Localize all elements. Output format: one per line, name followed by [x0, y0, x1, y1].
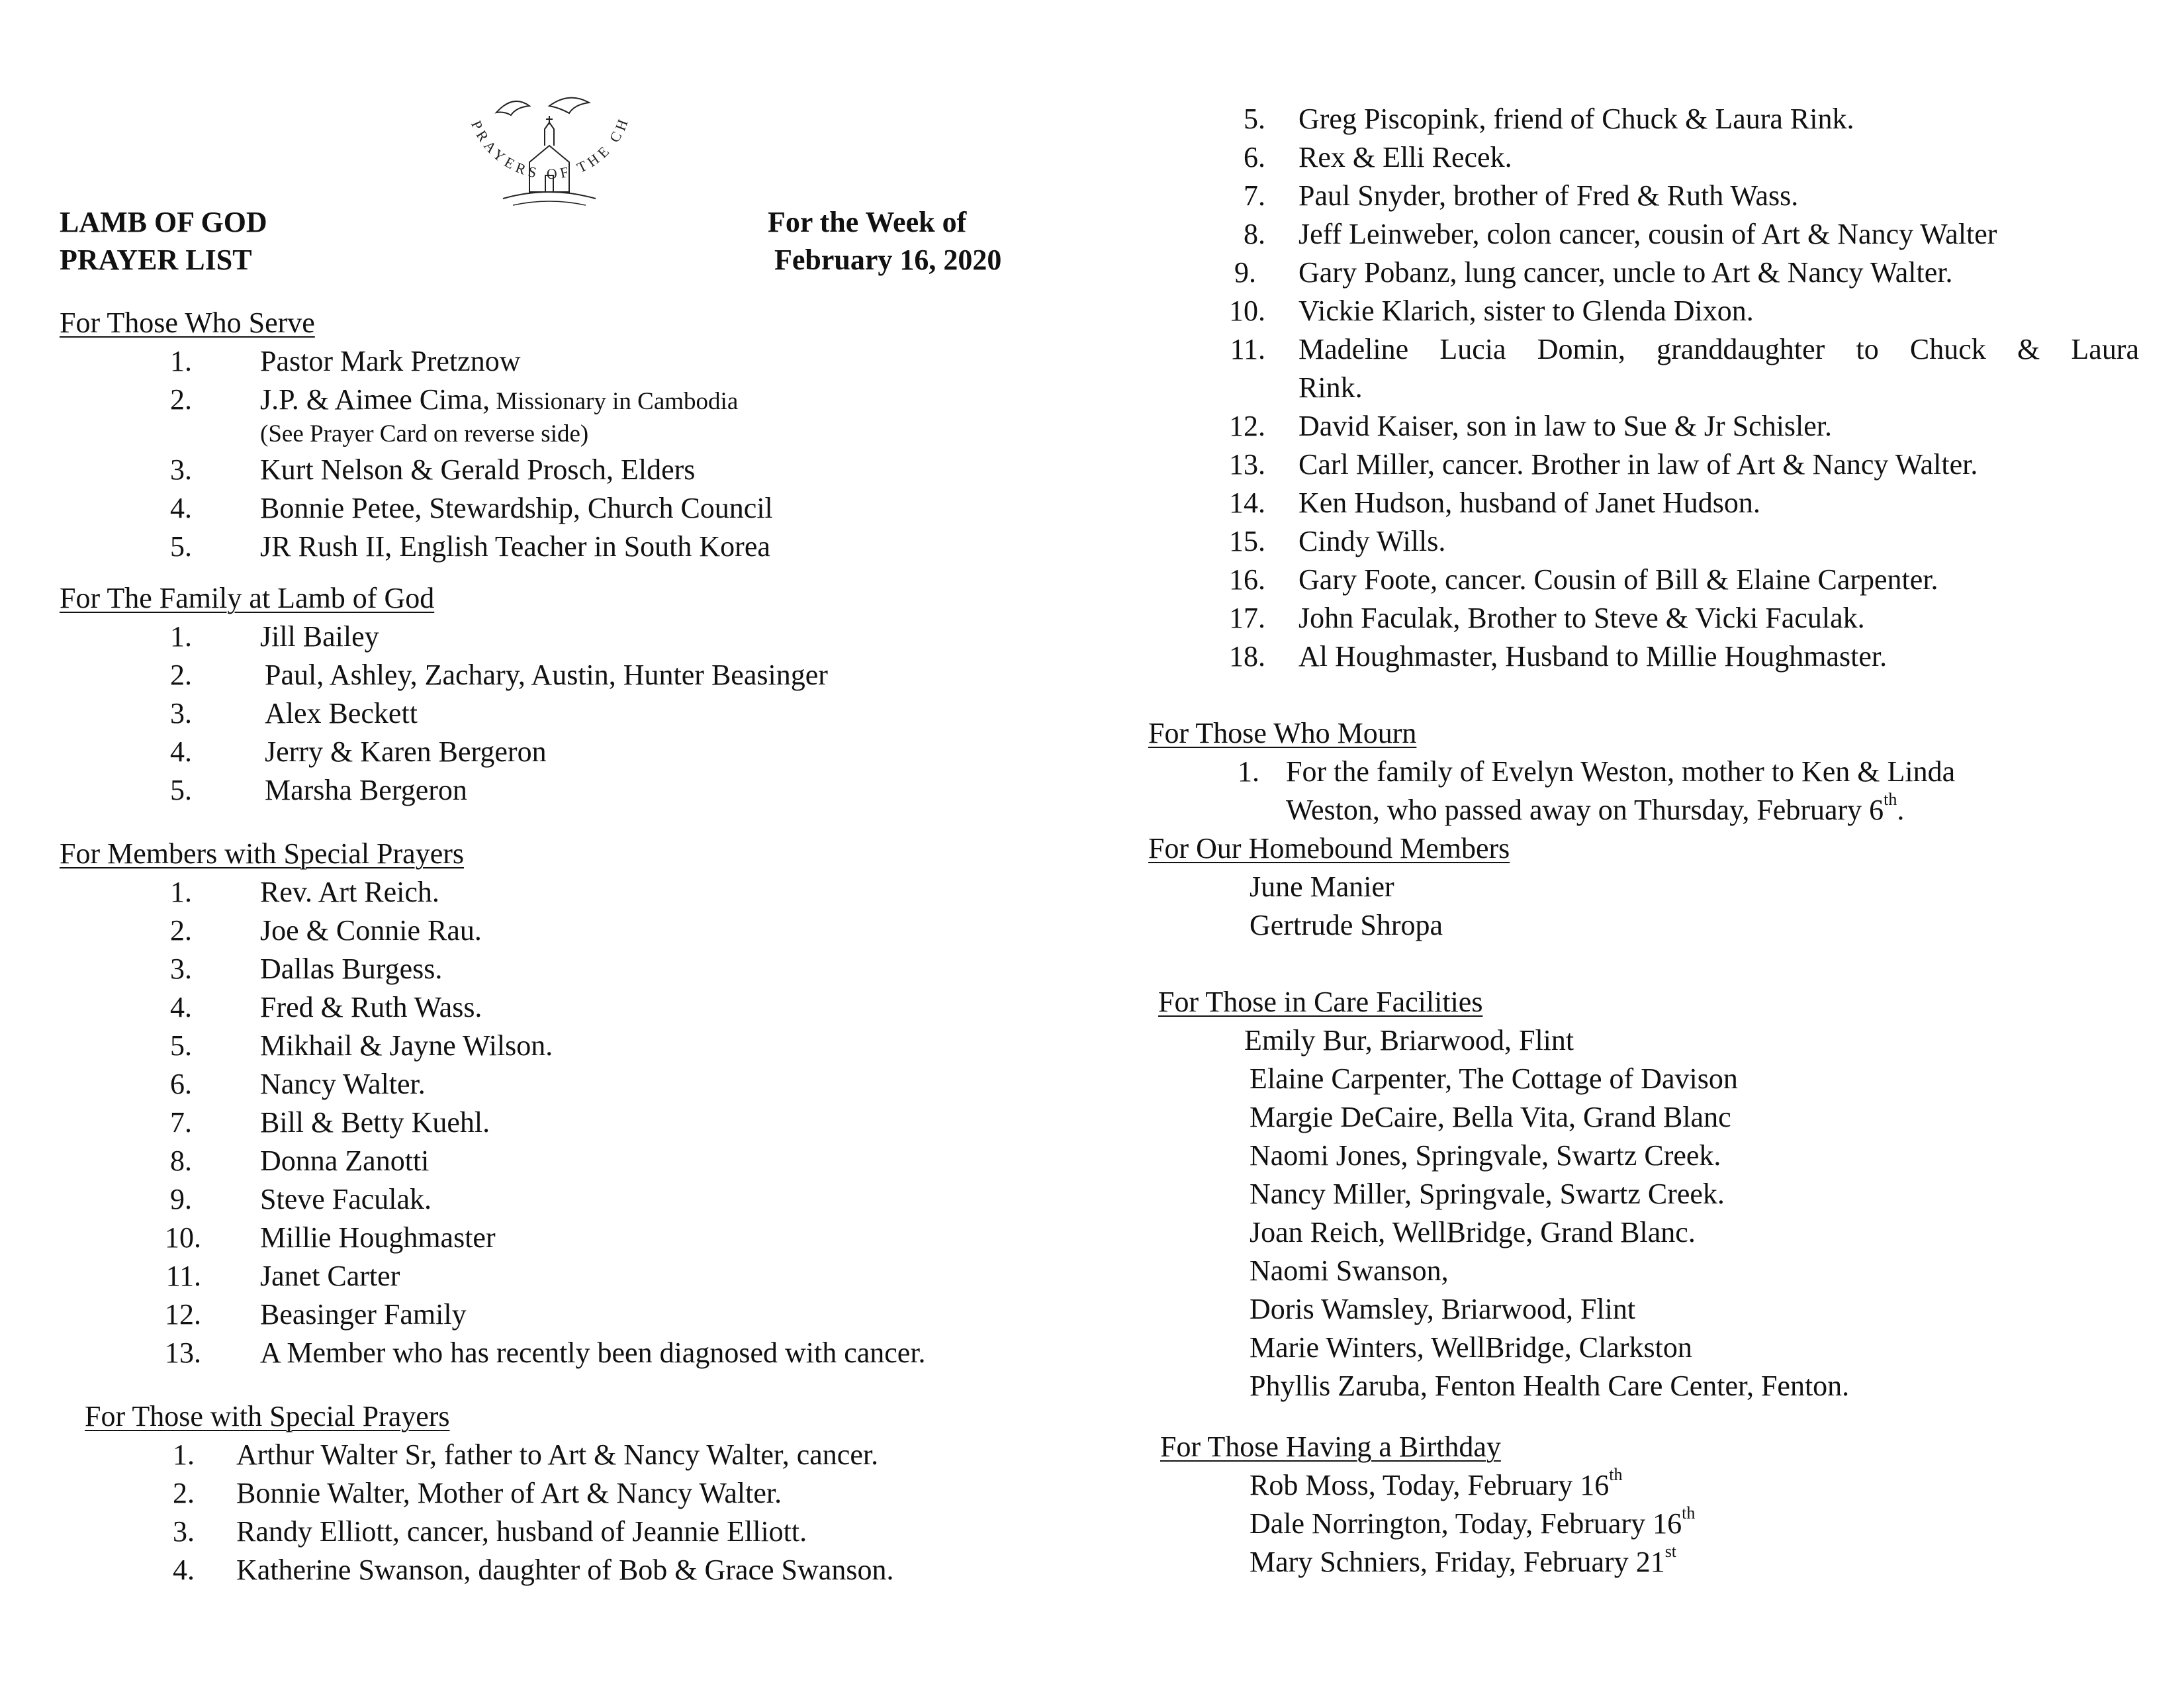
section-title-care: For Those in Care Facilities: [1158, 986, 1483, 1018]
list-item: Janet Carter: [260, 1260, 400, 1292]
list-title: PRAYER LIST: [60, 244, 252, 276]
list-item-subnote: (See Prayer Card on reverse side): [260, 420, 589, 447]
list-item-name: J.P. & Aimee Cima,: [260, 383, 490, 416]
mourn-text: Weston, who passed away on Thursday, February 6: [1286, 794, 1884, 826]
mourn-line: [1286, 790, 1905, 827]
list-item: Steve Faculak.: [260, 1183, 432, 1215]
list-number: 9.: [1234, 256, 1256, 289]
list-item: Gary Foote, cancer. Cousin of Bill & Elaine Carpenter.: [1298, 563, 1938, 596]
list-number: 4.: [173, 1554, 195, 1586]
list-item: Nancy Miller, Springvale, Swartz Creek.: [1250, 1178, 1725, 1210]
list-item: Paul Snyder, brother of Fred & Ruth Wass.: [1298, 179, 1799, 212]
list-number: 1.: [173, 1438, 195, 1471]
list-item: Arthur Walter Sr, father to Art & Nancy Walter, cancer.: [236, 1438, 879, 1471]
list-item: [260, 383, 738, 419]
list-item: David Kaiser, son in law to Sue & Jr Schisler.: [1298, 410, 1833, 442]
list-number: 8.: [170, 1145, 192, 1177]
list-item: Gary Pobanz, lung cancer, uncle to Art & Nancy Walter.: [1298, 256, 1953, 289]
church-logo: [450, 93, 649, 245]
list-number: 3.: [170, 953, 192, 985]
list-number: 1.: [1238, 755, 1259, 788]
list-item: Nancy Walter.: [260, 1068, 426, 1100]
birthday-text: Mary Schniers, Friday, February 21: [1250, 1546, 1665, 1578]
list-number: 6.: [1244, 141, 1265, 173]
list-item: Madeline Lucia Domin, granddaughter to Chuck & Laura: [1298, 333, 2139, 365]
list-item: Emily Bur, Briarwood, Flint: [1244, 1024, 1574, 1056]
list-number: 13.: [1229, 448, 1265, 481]
list-number: 7.: [170, 1106, 192, 1139]
list-number: 15.: [1229, 525, 1265, 557]
list-item: Joan Reich, WellBridge, Grand Blanc.: [1250, 1216, 1696, 1248]
list-item: Al Houghmaster, Husband to Millie Houghmaster.: [1298, 640, 1888, 673]
list-item: John Faculak, Brother to Steve & Vicki Faculak.: [1298, 602, 1865, 634]
list-number: 3.: [170, 453, 192, 486]
org-name: LAMB OF GOD: [60, 206, 267, 238]
list-number: 7.: [1244, 179, 1265, 212]
list-item: Cindy Wills.: [1298, 525, 1446, 557]
list-item: Jeff Leinweber, colon cancer, cousin of Art & Nancy Walter: [1298, 218, 1997, 250]
list-item: Alex Beckett: [265, 697, 418, 729]
list-number: 13.: [165, 1336, 201, 1369]
list-item: Rex & Elli Recek.: [1298, 141, 1512, 173]
list-item: Vickie Klarich, sister to Glenda Dixon.: [1298, 295, 1754, 327]
list-number: 4.: [170, 492, 192, 524]
list-number: 5.: [1244, 103, 1265, 135]
list-item: Doris Wamsley, Briarwood, Flint: [1250, 1293, 1636, 1325]
list-number: 5.: [170, 1029, 192, 1062]
church-logo-icon: [450, 93, 649, 245]
list-item: Randy Elliott, cancer, husband of Jeannie Elliott.: [236, 1515, 807, 1548]
list-number: 6.: [170, 1068, 192, 1100]
list-item: Marsha Bergeron: [265, 774, 467, 806]
section-title-mourn: For Those Who Mourn: [1148, 717, 1417, 749]
list-item: Paul, Ashley, Zachary, Austin, Hunter Beasinger: [265, 659, 828, 691]
list-number: 10.: [165, 1221, 201, 1254]
list-item: Kurt Nelson & Gerald Prosch, Elders: [260, 453, 696, 486]
list-number: 4.: [170, 991, 192, 1023]
list-item: Joe & Connie Rau.: [260, 914, 482, 947]
list-item: Beasinger Family: [260, 1298, 467, 1331]
list-number: 5.: [170, 530, 192, 563]
list-number: 1.: [170, 345, 192, 377]
list-number: 1.: [170, 620, 192, 653]
list-number: 5.: [170, 774, 192, 806]
ordinal-suffix: th: [1682, 1503, 1696, 1523]
list-item: Phyllis Zaruba, Fenton Health Care Center, Fenton.: [1250, 1370, 1850, 1402]
list-number: 8.: [1244, 218, 1265, 250]
list-item: Rev. Art Reich.: [260, 876, 439, 908]
list-item: Jill Bailey: [260, 620, 379, 653]
list-item: A Member who has recently been diagnosed with cancer.: [260, 1336, 926, 1369]
list-item: [1250, 1465, 1623, 1503]
mourn-text-end: .: [1897, 794, 1905, 826]
list-number: 18.: [1229, 640, 1265, 673]
list-item: Ken Hudson, husband of Janet Hudson.: [1298, 487, 1760, 519]
list-item: Bill & Betty Kuehl.: [260, 1106, 490, 1139]
list-item: Katherine Swanson, daughter of Bob & Grace Swanson.: [236, 1554, 894, 1586]
list-number: 11.: [1230, 333, 1265, 365]
list-item: Bonnie Walter, Mother of Art & Nancy Walter.: [236, 1477, 782, 1509]
mourn-line: For the family of Evelyn Weston, mother to Ken & Linda: [1286, 755, 1956, 788]
list-item: June Manier: [1250, 870, 1394, 903]
svg-text:PRAYERS OF THE CHURCH: PRAYERS OF THE CH: [468, 113, 633, 183]
list-item: Greg Piscopink, friend of Chuck & Laura Rink.: [1298, 103, 1854, 135]
ordinal-suffix: th: [1609, 1465, 1623, 1485]
list-number: 2.: [170, 659, 192, 691]
list-item: Jerry & Karen Bergeron: [265, 735, 547, 768]
list-item: Elaine Carpenter, The Cottage of Davison: [1250, 1062, 1738, 1095]
list-number: 10.: [1229, 295, 1265, 327]
list-item: Fred & Ruth Wass.: [260, 991, 482, 1023]
list-number: 2.: [170, 914, 192, 947]
section-title-special: For Those with Special Prayers: [85, 1400, 450, 1432]
list-number: 2.: [170, 383, 192, 416]
list-number: 9.: [170, 1183, 192, 1215]
section-title-serve: For Those Who Serve: [60, 306, 315, 339]
list-item-note: Missionary in Cambodia: [490, 388, 739, 415]
section-title-family: For The Family at Lamb of God: [60, 582, 435, 614]
list-number: 12.: [1229, 410, 1265, 442]
list-item: Margie DeCaire, Bella Vita, Grand Blanc: [1250, 1101, 1731, 1133]
list-item: JR Rush II, English Teacher in South Korea: [260, 530, 770, 563]
list-number: 14.: [1229, 487, 1265, 519]
list-number: 12.: [165, 1298, 201, 1331]
list-item: Bonnie Petee, Stewardship, Church Council: [260, 492, 773, 524]
section-title-homebound: For Our Homebound Members: [1148, 832, 1510, 865]
list-item: [1250, 1542, 1677, 1579]
section-title-birthday: For Those Having a Birthday: [1160, 1430, 1501, 1463]
list-number: 17.: [1229, 602, 1265, 634]
week-label: For the Week of: [768, 206, 967, 238]
list-number: 3.: [170, 697, 192, 729]
list-item: Carl Miller, cancer. Brother in law of Art & Nancy Walter.: [1298, 448, 1978, 481]
birthday-text: Rob Moss, Today, February 16: [1250, 1469, 1610, 1501]
list-item: Mikhail & Jayne Wilson.: [260, 1029, 553, 1062]
ordinal-suffix: th: [1884, 790, 1897, 810]
list-item: Gertrude Shropa: [1250, 909, 1443, 941]
list-item: [1250, 1503, 1696, 1541]
list-item: Dallas Burgess.: [260, 953, 443, 985]
list-item: Millie Houghmaster: [260, 1221, 496, 1254]
section-title-members: For Members with Special Prayers: [60, 837, 464, 870]
list-item-continued: Rink.: [1298, 371, 1363, 404]
list-number: 16.: [1229, 563, 1265, 596]
list-item: Naomi Swanson,: [1250, 1254, 1449, 1287]
list-number: 4.: [170, 735, 192, 768]
birthday-text: Dale Norrington, Today, February 16: [1250, 1507, 1682, 1540]
list-number: 3.: [173, 1515, 195, 1548]
list-item: Pastor Mark Pretznow: [260, 345, 521, 377]
list-number: 1.: [170, 876, 192, 908]
list-number: 2.: [173, 1477, 195, 1509]
week-date: February 16, 2020: [774, 244, 1002, 276]
list-item: Donna Zanotti: [260, 1145, 430, 1177]
list-item: Marie Winters, WellBridge, Clarkston: [1250, 1331, 1692, 1364]
list-item: Naomi Jones, Springvale, Swartz Creek.: [1250, 1139, 1721, 1172]
list-number: 11.: [165, 1260, 201, 1292]
ordinal-suffix: st: [1664, 1542, 1677, 1562]
